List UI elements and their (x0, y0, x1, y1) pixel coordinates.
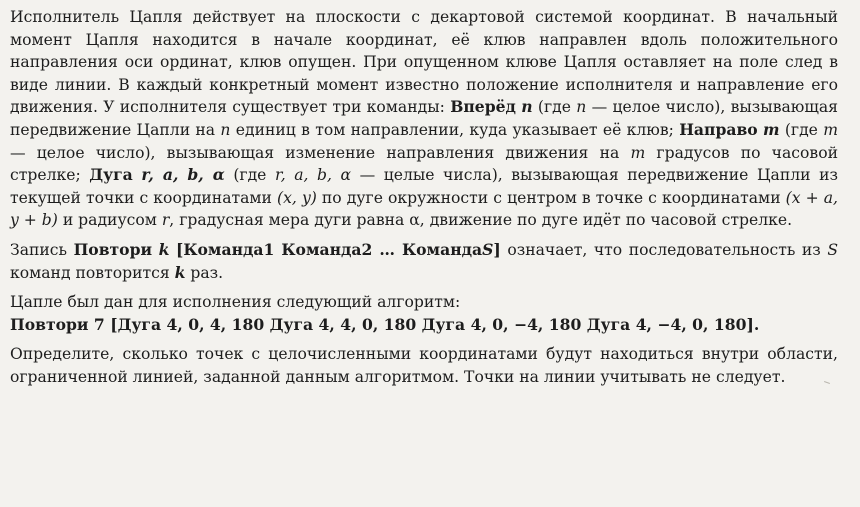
variable-r: r (161, 211, 170, 230)
description-text: и радиусом (57, 211, 162, 230)
coordinates-center: (x + a, y + b) (10, 188, 838, 230)
description-text: Исполнитель Цапля действует на плоскости с декартовой системой координат. В начальный момент Цапля находится в начале координат, её клюв направлен вдоль положительного направления оси ординат, клюв опущен. При опущенном клюве Цапля оставляет на поле след в виде линии. В каждый конкретный момент известно положение исполнителя и направление его движения. У исполнителя существует три команды: (10, 8, 838, 117)
algorithm-intro-text: Цапле был дан для исполнения следующий алгоритм: (10, 293, 461, 312)
repeat-description (10, 239, 838, 284)
description-text: — целое число), вызывающая передвижение Цапли на (10, 98, 838, 139)
command-arc: Дуга (89, 165, 133, 185)
repeat-text: Запись (10, 240, 74, 259)
arc-parameters: r, a, b, α (274, 166, 352, 185)
question-text (10, 343, 838, 388)
description-text: единиц в том направлении, куда указывает её клюв; (230, 120, 680, 139)
variable-k: k (158, 239, 170, 259)
variable-m: m (763, 119, 780, 139)
variable-m: m (630, 143, 646, 162)
description-text: , градусная мера дуги равна α, движение по дуге идёт по часовой стрелке. (169, 211, 793, 230)
description-text: — целые числа), вызывающая передвижение Цапли из текущей точки с координатами (10, 166, 838, 207)
variable-k: k (174, 262, 186, 282)
variable-s: S (827, 240, 838, 259)
problem-description (10, 6, 838, 232)
arc-parameters: r, a, b, α (141, 165, 225, 185)
description-text: — целое число), вызывающая изменение направления движения на (10, 143, 631, 162)
repeat-text: означает, что последовательность из (500, 240, 828, 259)
command-forward: Вперёд (450, 97, 516, 117)
description-text: градусов по часовой стрелке; (10, 143, 838, 185)
description-text: по дуге окружности с центром в точке с координатами (316, 188, 786, 207)
description-text: (где (532, 98, 577, 117)
coordinates-xy: (x, y) (277, 188, 317, 207)
command-repeat: Повтори (73, 239, 153, 259)
algorithm-intro (10, 291, 838, 314)
variable-n: n (576, 98, 587, 117)
repeat-text: раз. (185, 263, 224, 282)
description-text: (где (779, 120, 824, 139)
question-body: Определите, сколько точек с целочисленными координатами будут находиться внутри области, ограниченной линией, заданной данным алгоритмом. Точки на линии учитывать не следует. (10, 345, 838, 386)
variable-s: S (482, 239, 494, 259)
algorithm-code: Повтори 7 [Дуга 4, 0, 4, 180 Дуга 4, 4, 0, 180 Дуга 4, 0, −4, 180 Дуга 4, −4, 0, 180]. (10, 314, 760, 334)
repeat-syntax-close: ] (493, 239, 501, 259)
command-right: Направо (679, 119, 758, 139)
variable-m: m (823, 120, 839, 139)
repeat-syntax: [Команда1 Команда2 … Команда (175, 239, 483, 259)
variable-n: n (220, 120, 231, 139)
variable-n: n (521, 97, 533, 117)
description-text: (где (224, 166, 275, 185)
repeat-text: команд повторится (10, 263, 175, 282)
